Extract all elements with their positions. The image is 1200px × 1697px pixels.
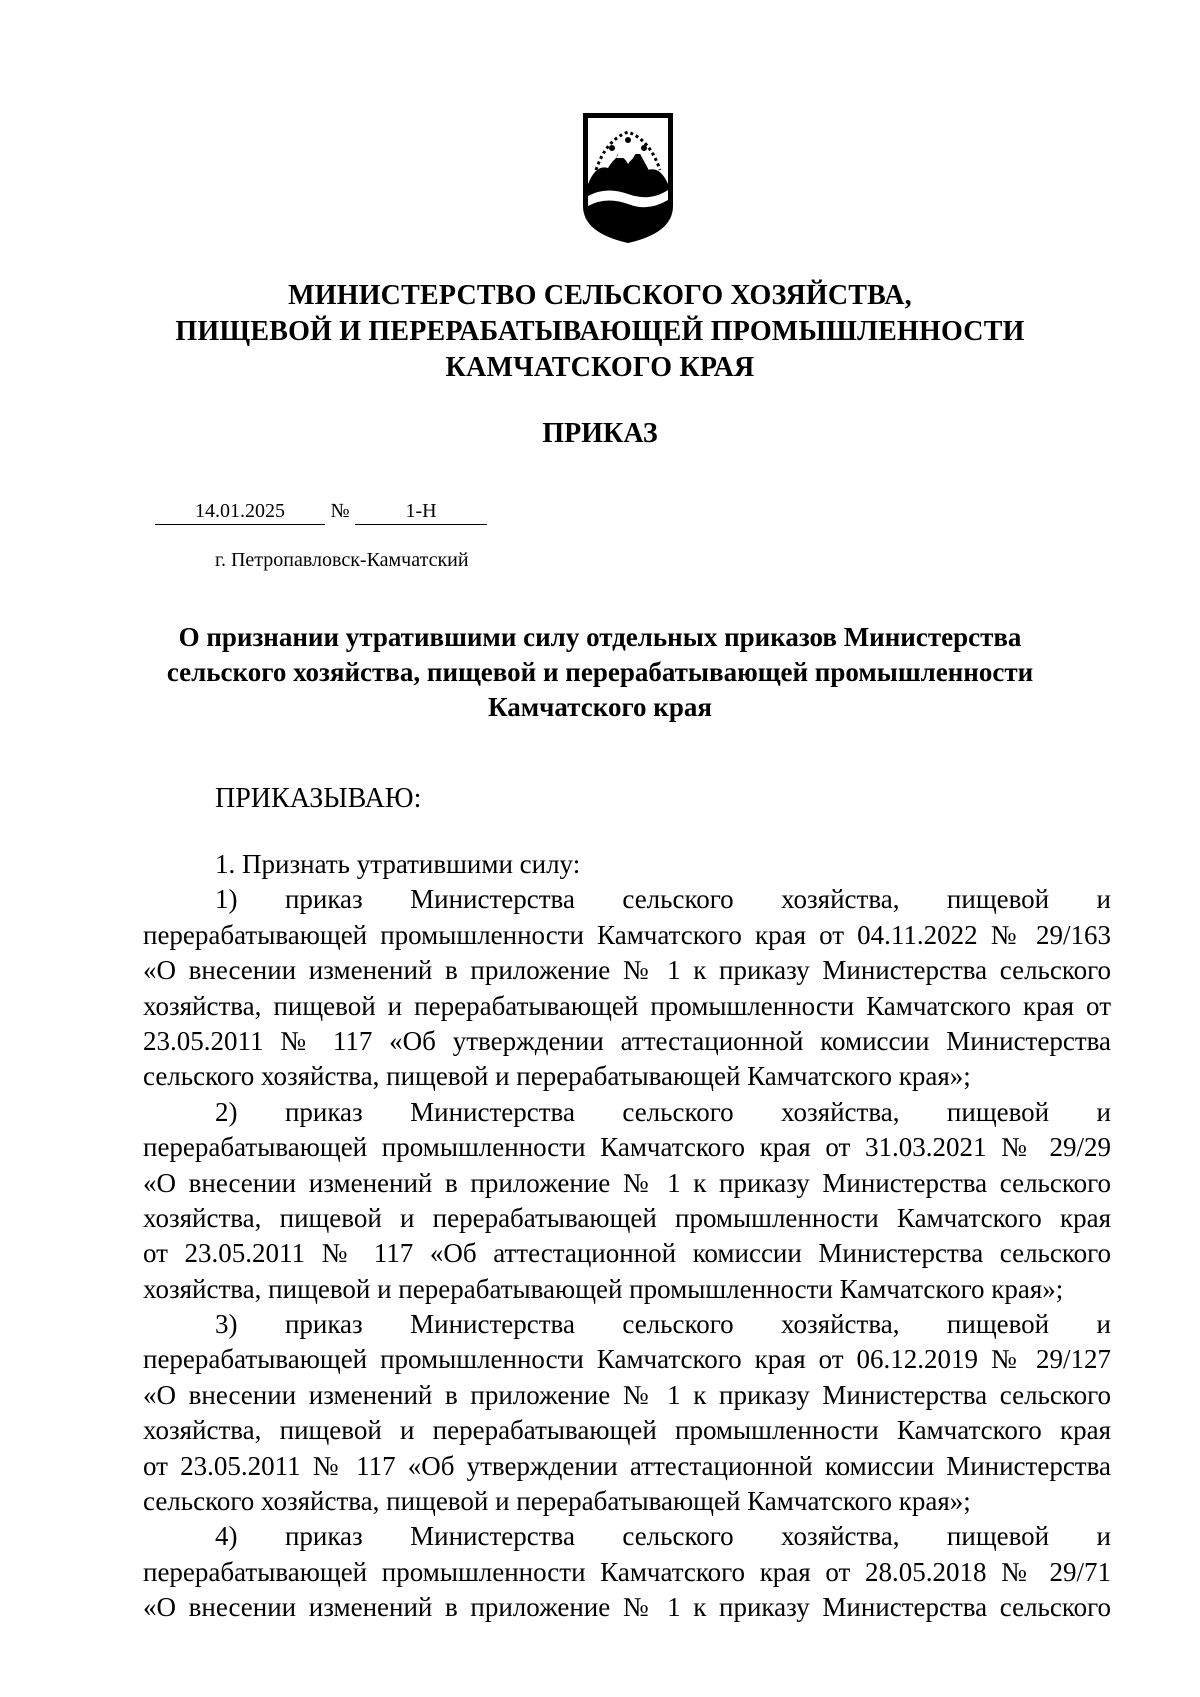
body-line: от 23.05.2011 № 117 «Об аттестационной комиссии Министерства сельского	[143, 1238, 1111, 1269]
number-sign: №	[330, 500, 350, 522]
body-line: хозяйства, пищевой и перерабатывающей промышленности Камчатского края»;	[143, 1273, 1064, 1304]
body-line: хозяйства, пищевой и перерабатывающей промышленности Камчатского края от	[143, 990, 1111, 1021]
body-line: «О внесении изменений в приложение № 1 к приказу Министерства сельского	[143, 1379, 1111, 1410]
order-directive: ПРИКАЗЫВАЮ:	[215, 783, 422, 814]
body-line: сельского хозяйства, пищевой и перерабатывающей Камчатского края»;	[143, 1061, 971, 1092]
subject-line: Камчатского края	[488, 692, 712, 722]
body-line: перерабатывающей промышленности Камчатского края от 28.05.2018 № 29/71	[143, 1556, 1111, 1587]
order-body	[143, 847, 1111, 1626]
ministry-header	[0, 278, 1200, 386]
ministry-line: ПИЩЕВОЙ И ПЕРЕРАБАТЫВАЮЩЕЙ ПРОМЫШЛЕННОСТИ	[175, 316, 1025, 347]
body-line: сельского хозяйства, пищевой и перерабатывающей Камчатского края»;	[143, 1486, 971, 1517]
body-line: хозяйства, пищевой и перерабатывающей промышленности Камчатского края	[143, 1415, 1111, 1446]
body-line: 1) приказ Министерства сельского хозяйства, пищевой и	[215, 884, 1111, 915]
body-line: «О внесении изменений в приложение № 1 к приказу Министерства сельского	[143, 1592, 1111, 1623]
kamchatka-coat-of-arms-icon	[576, 110, 680, 244]
subject-line: О признании утратившими силу отдельных приказов Министерства	[178, 622, 1022, 652]
order-date: 14.01.2025	[155, 498, 325, 525]
subject-line: сельского хозяйства, пищевой и перерабатывающей промышленности	[166, 657, 1034, 687]
body-line: «О внесении изменений в приложение № 1 к приказу Министерства сельского	[143, 955, 1111, 986]
body-line: перерабатывающей промышленности Камчатского края от 04.11.2022 № 29/163	[143, 919, 1111, 950]
body-line: перерабатывающей промышленности Камчатского края от 06.12.2019 № 29/127	[143, 1344, 1111, 1375]
body-line: от 23.05.2011 № 117 «Об утверждении аттестационной комиссии Министерства	[143, 1450, 1111, 1481]
body-line: хозяйства, пищевой и перерабатывающей промышленности Камчатского края	[143, 1202, 1111, 1233]
issue-city: г. Петропавловск-Камчатский	[215, 549, 469, 571]
body-line: 1. Признать утратившими силу:	[215, 849, 581, 879]
body-line: «О внесении изменений в приложение № 1 к приказу Министерства сельского	[143, 1167, 1111, 1198]
body-line: 2) приказ Министерства сельского хозяйства, пищевой и	[215, 1096, 1111, 1127]
body-line: 4) приказ Министерства сельского хозяйства, пищевой и	[215, 1521, 1111, 1552]
order-subject	[0, 620, 1200, 725]
body-line: 23.05.2011 № 117 «Об утверждении аттестационной комиссии Министерства	[143, 1025, 1111, 1056]
ministry-line: КАМЧАТСКОГО КРАЯ	[445, 352, 755, 383]
registration-line	[155, 498, 487, 525]
body-line: 3) приказ Министерства сельского хозяйства, пищевой и	[215, 1309, 1111, 1340]
document-type: ПРИКАЗ	[542, 418, 658, 449]
body-line: перерабатывающей промышленности Камчатского края от 31.03.2021 № 29/29	[143, 1132, 1111, 1163]
order-number: 1-Н	[355, 498, 487, 525]
ministry-line: МИНИСТЕРСТВО СЕЛЬСКОГО ХОЗЯЙСТВА,	[288, 280, 912, 311]
